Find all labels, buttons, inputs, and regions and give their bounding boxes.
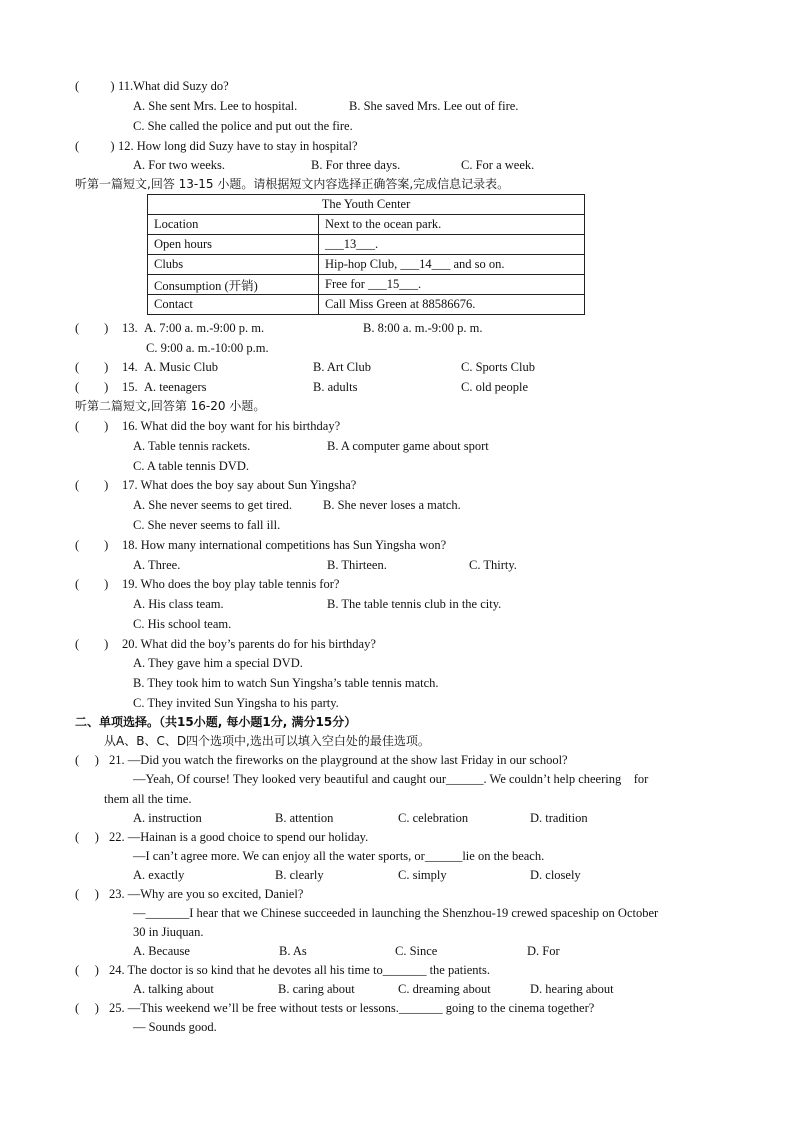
table-label: Consumption (开销) [148, 275, 319, 295]
q21-line1: 21. —Did you watch the fireworks on the playground at the show last Friday in our school? [109, 753, 568, 767]
q15-bracket: ( ) [75, 380, 109, 394]
q23-option-b: B. As [279, 944, 307, 958]
q25-line2: — Sounds good. [133, 1020, 217, 1034]
q19-stem: 19. Who does the boy play table tennis for? [122, 577, 340, 591]
q18-option-c: C. Thirty. [469, 558, 517, 572]
q20-stem: 20. What did the boy’s parents do for his birthday? [122, 637, 376, 651]
q22-line1: 22. —Hainan is a good choice to spend our holiday. [109, 830, 369, 844]
youth-center-table [147, 194, 585, 315]
q21-bracket: ( ) [75, 753, 99, 767]
q18-bracket: ( ) [75, 538, 109, 552]
q23-line3: 30 in Jiuquan. [133, 925, 204, 939]
q17-option-c: C. She never seems to fall ill. [133, 518, 281, 532]
q11-stem: 11.What did Suzy do? [118, 79, 229, 93]
q20-option-c: C. They invited Sun Yingsha to his party. [133, 696, 339, 710]
q21-line2: —Yeah, Of course! They looked very beautiful and caught our______. We couldn’t help cheering for [133, 772, 649, 786]
q19-bracket: ( ) [75, 577, 109, 591]
q24-option-a: A. talking about [133, 982, 214, 996]
q14-option-b: B. Art Club [313, 360, 371, 374]
table-row [148, 235, 585, 255]
q19-option-b: B. The table tennis club in the city. [327, 597, 502, 611]
q22-option-d: D. closely [530, 868, 581, 882]
q12-bracket: ( ) [75, 139, 115, 153]
table-title-row [148, 195, 585, 215]
q17-option-a: A. She never seems to get tired. [133, 498, 292, 512]
passage1-instruction: 听第一篇短文,回答 13-15 小题。请根据短文内容选择正确答案,完成信息记录表。 [75, 177, 510, 191]
q22-bracket: ( ) [75, 830, 99, 844]
q15-stem: 15. [122, 380, 138, 394]
q14-option-a: A. Music Club [144, 360, 218, 374]
q14-bracket: ( ) [75, 360, 109, 374]
q21-option-c: C. celebration [398, 811, 469, 825]
q24-option-d: D. hearing about [530, 982, 614, 996]
q13-option-b: B. 8:00 a. m.-9:00 p. m. [363, 321, 483, 335]
q23-option-d: D. For [527, 944, 560, 958]
q22-option-c: C. simply [398, 868, 447, 882]
q14-stem: 14. [122, 360, 138, 374]
table-label: Open hours [148, 235, 319, 255]
q20-bracket: ( ) [75, 637, 109, 651]
q17-option-b: B. She never loses a match. [323, 498, 461, 512]
q21-option-d: D. tradition [530, 811, 588, 825]
q24-option-b: B. caring about [278, 982, 355, 996]
q20-option-b: B. They took him to watch Sun Yingsha’s table tennis match. [133, 676, 439, 690]
q18-stem: 18. How many international competitions has Sun Yingsha won? [122, 538, 447, 552]
q12-stem: 12. How long did Suzy have to stay in hospital? [118, 139, 358, 153]
table-row [148, 255, 585, 275]
q22-line2: —I can’t agree more. We can enjoy all the water sports, or______lie on the beach. [133, 849, 545, 863]
q24-bracket: ( ) [75, 963, 99, 977]
q23-line2: —_______I hear that we Chinese succeeded in launching the Shenzhou-19 crewed spaceship on October [133, 906, 659, 920]
section2-instruction: 从A、B、C、D四个选项中,选出可以填入空白处的最佳选项。 [104, 734, 430, 748]
q16-option-a: A. Table tennis rackets. [133, 439, 251, 453]
q16-bracket: ( ) [75, 419, 109, 433]
q18-option-b: B. Thirteen. [327, 558, 387, 572]
q19-option-c: C. His school team. [133, 617, 232, 631]
table-value: ___13___. [319, 235, 585, 255]
table-row [148, 215, 585, 235]
passage2-instruction: 听第二篇短文,回答第 16-20 小题。 [75, 399, 266, 413]
q13-option-a: A. 7:00 a. m.-9:00 p. m. [144, 321, 265, 335]
q16-option-b: B. A computer game about sport [327, 439, 489, 453]
q18-option-a: A. Three. [133, 558, 181, 572]
q14-option-c: C. Sports Club [461, 360, 535, 374]
table-row [148, 295, 585, 315]
q17-bracket: ( ) [75, 478, 109, 492]
q22-option-a: A. exactly [133, 868, 185, 882]
table-value: Free for ___15___. [319, 275, 585, 295]
q22-option-b: B. clearly [275, 868, 324, 882]
q11-bracket: ( ) [75, 79, 115, 93]
q21-line3: them all the time. [104, 792, 192, 806]
q17-stem: 17. What does the boy say about Sun Yingsha? [122, 478, 357, 492]
q11-option-c: C. She called the police and put out the fire. [133, 119, 353, 133]
q20-option-a: A. They gave him a special DVD. [133, 656, 303, 670]
q13-option-c: C. 9:00 a. m.-10:00 p.m. [146, 341, 269, 355]
section2-heading: 二、单项选择。（共15小题, 每小题1分, 满分15分） [75, 715, 357, 729]
q15-option-a: A. teenagers [144, 380, 207, 394]
q24-option-c: C. dreaming about [398, 982, 491, 996]
q23-line1: 23. —Why are you so excited, Daniel? [109, 887, 304, 901]
table-title: The Youth Center [148, 195, 585, 215]
q13-stem: 13. [122, 321, 138, 335]
q12-option-b: B. For three days. [311, 158, 401, 172]
table-row [148, 275, 585, 295]
table-label: Location [148, 215, 319, 235]
q12-option-a: A. For two weeks. [133, 158, 226, 172]
q24-line1: 24. The doctor is so kind that he devotes all his time to_______ the patients. [109, 963, 490, 977]
table-value: Call Miss Green at 88586676. [319, 295, 585, 315]
table-label: Clubs [148, 255, 319, 275]
table-label: Contact [148, 295, 319, 315]
q23-bracket: ( ) [75, 887, 99, 901]
q23-option-c: C. Since [395, 944, 438, 958]
table-value: Hip-hop Club, ___14___ and so on. [319, 255, 585, 275]
q13-bracket: ( ) [75, 321, 109, 335]
q25-bracket: ( ) [75, 1001, 99, 1015]
q21-option-b: B. attention [275, 811, 334, 825]
table-value: Next to the ocean park. [319, 215, 585, 235]
q11-option-b: B. She saved Mrs. Lee out of fire. [349, 99, 519, 113]
q11-option-a: A. She sent Mrs. Lee to hospital. [133, 99, 298, 113]
q15-option-b: B. adults [313, 380, 358, 394]
q16-option-c: C. A table tennis DVD. [133, 459, 249, 473]
q25-line1: 25. —This weekend we’ll be free without tests or lessons._______ going to the cinema together? [109, 1001, 595, 1015]
q19-option-a: A. His class team. [133, 597, 224, 611]
q21-option-a: A. instruction [133, 811, 202, 825]
q15-option-c: C. old people [461, 380, 529, 394]
q16-stem: 16. What did the boy want for his birthday? [122, 419, 341, 433]
q12-option-c: C. For a week. [461, 158, 535, 172]
q23-option-a: A. Because [133, 944, 190, 958]
